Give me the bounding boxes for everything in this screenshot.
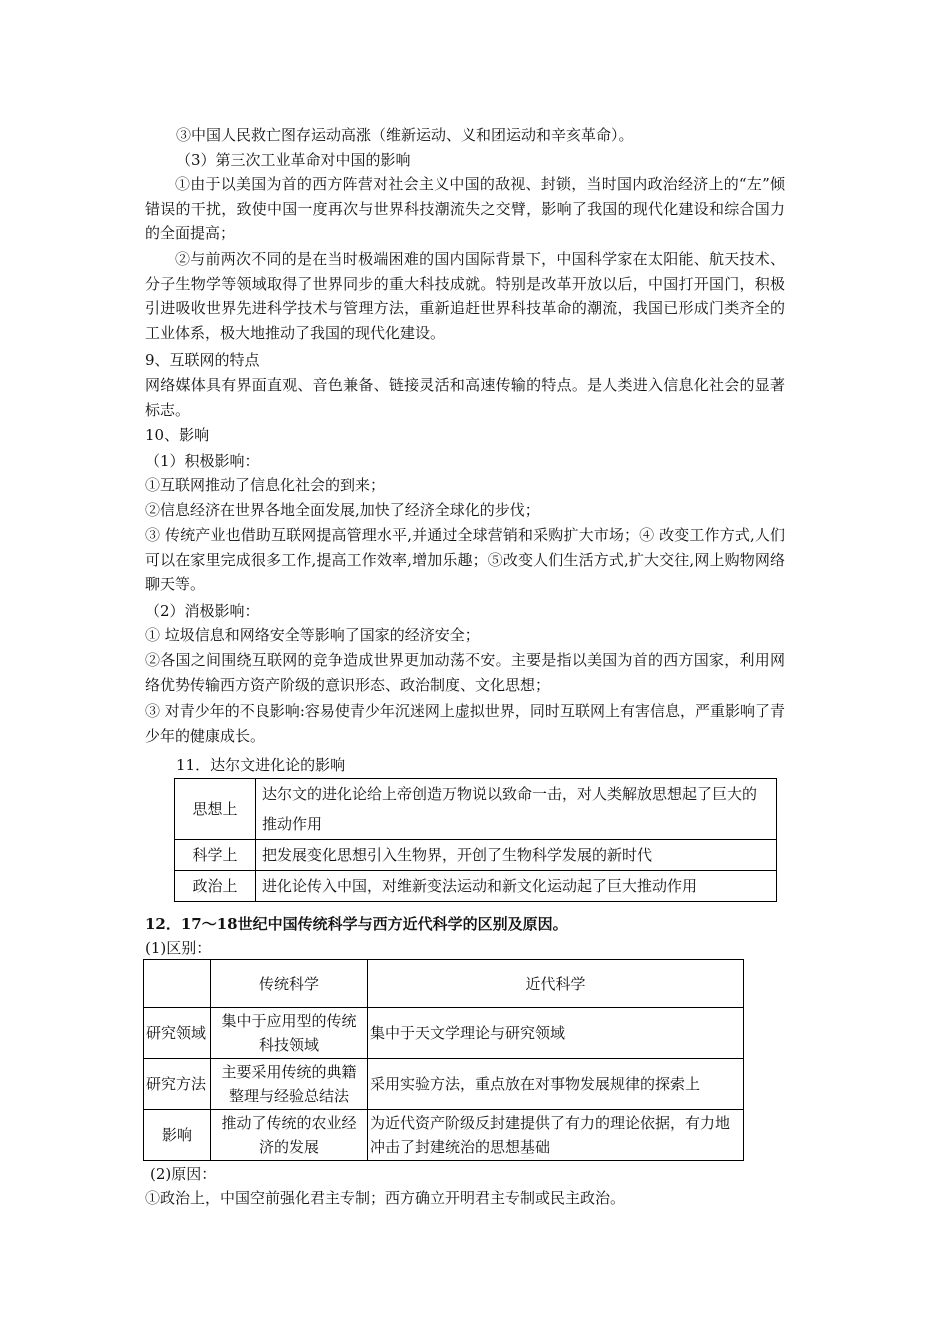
subheading: (2)原因： <box>150 1165 217 1183</box>
table-row <box>175 840 777 871</box>
list-item: ③ 对青少年的不良影响:容易使青少年沉迷网上虚拟世界，同时互联网上有害信息，严重影响了青少年的健康成长。 <box>145 702 785 745</box>
table-cell: 集中于应用型的传统科技领域 <box>211 1008 368 1059</box>
list-item: ②各国之间围绕互联网的竞争造成世界更加动荡不安。主要是指以美国为首的西方国家，利用网络优势传输西方资产阶级的意识形态、政治制度、文化思想； <box>145 651 785 694</box>
paragraph: 网络媒体具有界面直观、音色兼备、链接灵活和高速传输的特点。是人类进入信息化社会的显著标志。 <box>145 376 785 419</box>
subheading: （3）第三次工业革命对中国的影响 <box>176 151 411 169</box>
table-cell: 研究领域 <box>144 1008 211 1059</box>
table-cell: 采用实验方法，重点放在对事物发展规律的探索上 <box>368 1059 744 1110</box>
table-cell: 为近代资产阶级反封建提供了有力的理论依据，有力地冲击了封建统治的思想基础 <box>368 1110 744 1161</box>
table-row <box>175 871 777 902</box>
table-header: 近代科学 <box>368 960 744 1008</box>
table-cell: 研究方法 <box>144 1059 211 1110</box>
table-cell: 主要采用传统的典籍整理与经验总结法 <box>211 1059 368 1110</box>
science-table <box>143 959 744 1161</box>
table-row <box>175 779 777 840</box>
text-line: ③中国人民救亡图存运动高涨（维新运动、义和团运动和辛亥革命）。 <box>176 126 634 144</box>
table-row <box>144 1110 744 1161</box>
section-heading: 9、互联网的特点 <box>145 351 260 369</box>
table-cell: 集中于天文学理论与研究领域 <box>368 1008 744 1059</box>
table-cell: 进化论传入中国，对维新变法运动和新文化运动起了巨大推动作用 <box>256 871 777 902</box>
darwin-table <box>174 778 777 902</box>
table-cell: 科学上 <box>175 840 256 871</box>
list-item: ①互联网推动了信息化社会的到来； <box>145 476 386 494</box>
list-item: ①政治上，中国空前强化君主专制；西方确立开明君主专制或民主政治。 <box>145 1189 626 1207</box>
table-cell: 达尔文的进化论给上帝创造万物说以致命一击，对人类解放思想起了巨大的推动作用 <box>256 779 777 840</box>
table-header: 传统科学 <box>211 960 368 1008</box>
section-heading: 10、影响 <box>145 426 210 444</box>
table-row <box>144 1008 744 1059</box>
subheading: （1）积极影响： <box>145 452 260 470</box>
table-cell: 影响 <box>144 1110 211 1161</box>
table-cell: 政治上 <box>175 871 256 902</box>
table-header <box>144 960 211 1008</box>
section-heading: 12．17～18世纪中国传统科学与西方近代科学的区别及原因。 <box>145 915 568 933</box>
subheading: (1)区别： <box>145 939 212 957</box>
table-cell: 推动了传统的农业经济的发展 <box>211 1110 368 1161</box>
list-item: ① 垃圾信息和网络安全等影响了国家的经济安全； <box>145 626 480 644</box>
table-cell: 思想上 <box>175 779 256 840</box>
paragraph: ②与前两次不同的是在当时极端困难的国内国际背景下，中国科学家在太阳能、航天技术、分子生物学等领域取得了世界同步的重大科技成就。特别是改革开放以后，中国打开国门，积极引进吸收世界先进科学技术与管理方法，重新追赶世界科技革命的潮流，我国已形成门类齐全的工业体系，极大地推动了我国的现代化建设。 <box>145 250 785 342</box>
table-header-row <box>144 960 744 1008</box>
paragraph: ①由于以美国为首的西方阵营对社会主义中国的敌视、封锁，当时国内政治经济上的“左”倾错误的干扰，致使中国一度再次与世界科技潮流失之交臂，影响了我国的现代化建设和综合国力的全面提高； <box>145 175 785 242</box>
section-heading: 11．达尔文进化论的影响 <box>176 756 346 774</box>
table-row <box>144 1059 744 1110</box>
table-cell: 把发展变化思想引入生物界，开创了生物科学发展的新时代 <box>256 840 777 871</box>
subheading: （2）消极影响： <box>145 602 260 620</box>
list-item: ②信息经济在世界各地全面发展,加快了经济全球化的步伐； <box>145 501 540 519</box>
list-item: ③ 传统产业也借助互联网提高管理水平,并通过全球营销和采购扩大市场；④ 改变工作方式,人们可以在家里完成很多工作,提高工作效率,增加乐趣；⑤改变人们生活方式,扩大交往,网上购物网络聊天等。 <box>145 526 785 593</box>
